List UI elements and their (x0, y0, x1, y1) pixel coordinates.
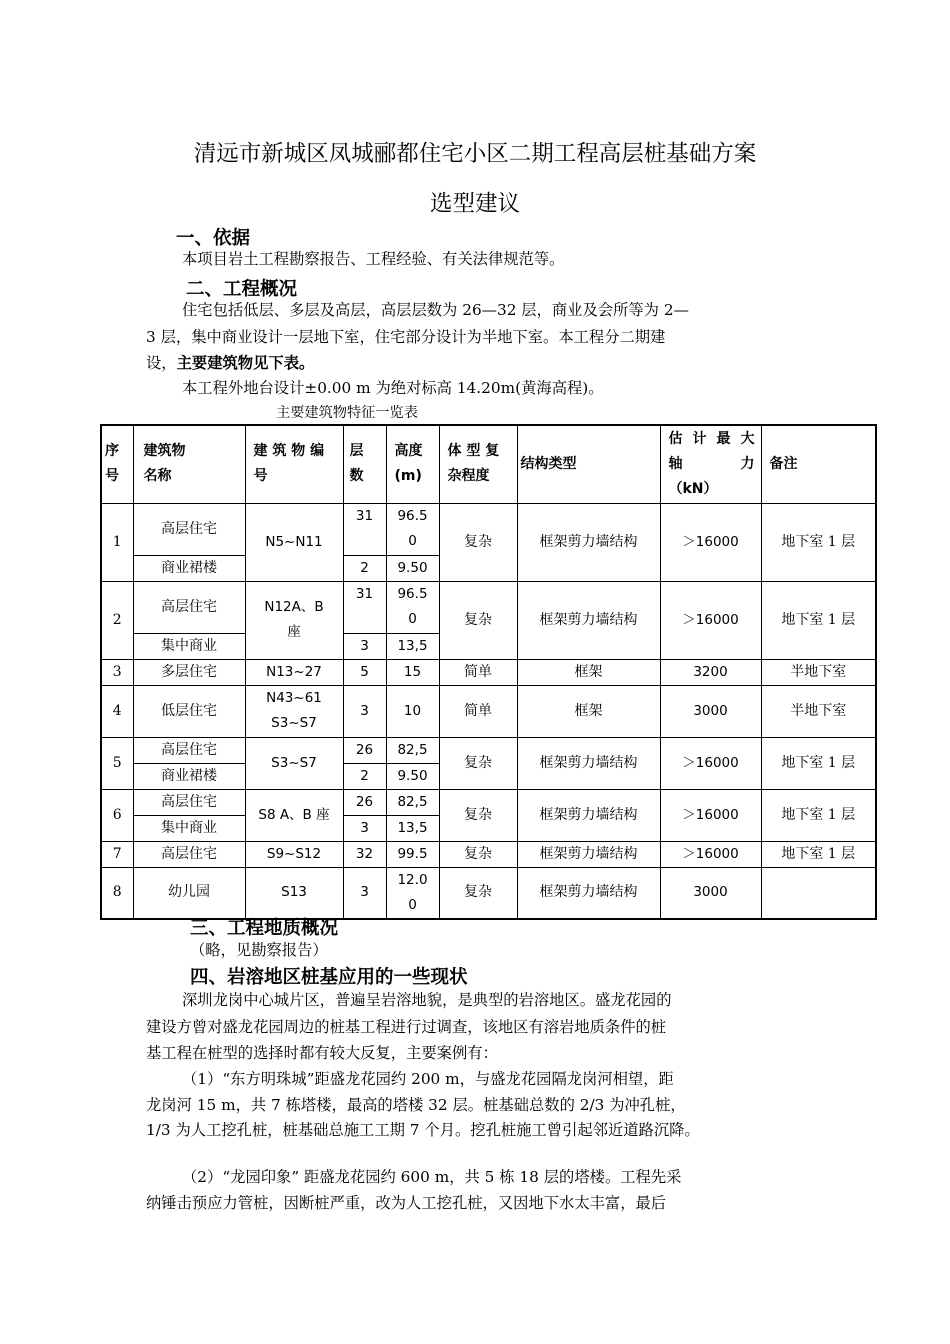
cell-code: S13 (245, 867, 343, 919)
paragraph-case2-line1: （2）“龙园印象” 距盛龙花园约 600 m，共 5 栋 18 层的塔楼。工程先采 (182, 1168, 682, 1186)
cell-complexity: 复杂 (439, 737, 517, 789)
paragraph-geology: （略，见勘察报告） (190, 941, 328, 959)
cell-height: 96.5 0 (386, 503, 439, 555)
cell-no: 6 (101, 789, 133, 841)
cell-remark: 地下室 1 层 (761, 841, 876, 867)
cell-code: N5~N11 (245, 503, 343, 581)
cell-height: 9.50 (386, 763, 439, 789)
cell-name: 集中商业 (133, 633, 245, 659)
cell-structure: 框架剪力墙结构 (517, 581, 660, 659)
table-row (101, 685, 876, 737)
cell-floors: 3 (343, 815, 386, 841)
cell-floors: 2 (343, 555, 386, 581)
paragraph-elevation: 本工程外地台设计±0.00 m 为绝对标高 14.20m(黄海高程)。 (182, 379, 604, 397)
cell-code: S8 A、B 座 (245, 789, 343, 841)
section-heading-basis: 一、依据 (176, 228, 251, 249)
cell-no: 2 (101, 581, 133, 659)
table-row (101, 581, 876, 633)
cell-complexity: 简单 (439, 685, 517, 737)
cell-complexity: 复杂 (439, 867, 517, 919)
cell-remark: 地下室 1 层 (761, 737, 876, 789)
cell-remark: 地下室 1 层 (761, 789, 876, 841)
table-row (101, 841, 876, 867)
doc-title-line2: 选型建议 (429, 191, 520, 217)
buildings-table (100, 424, 877, 920)
cell-height: 15 (386, 659, 439, 685)
cell-name: 高层住宅 (133, 841, 245, 867)
header-remark: 备注 (761, 425, 876, 503)
paragraph-basis: 本项目岩土工程勘察报告、工程经验、有关法律规范等。 (182, 250, 565, 268)
cell-height: 12.0 0 (386, 867, 439, 919)
cell-complexity: 复杂 (439, 841, 517, 867)
cell-no: 3 (101, 659, 133, 685)
cell-no: 7 (101, 841, 133, 867)
section-heading-geology: 三、工程地质概况 (190, 918, 339, 939)
cell-no: 8 (101, 867, 133, 919)
header-no: 序 号 (101, 425, 133, 503)
cell-load: ＞16000 (660, 581, 761, 659)
header-floors: 层 数 (343, 425, 386, 503)
cell-height: 13,5 (386, 815, 439, 841)
section-heading-overview: 二、工程概况 (186, 279, 298, 300)
header-complexity: 体 型 复 杂程度 (439, 425, 517, 503)
cell-structure: 框架 (517, 659, 660, 685)
cell-height: 99.5 (386, 841, 439, 867)
paragraph-case1-line2: 龙岗河 15 m，共 7 栋塔楼，最高的塔楼 32 层。桩基础总数的 2/3 为冲孔桩， (146, 1096, 686, 1114)
cell-code: N12A、B 座 (245, 581, 343, 659)
cell-remark: 地下室 1 层 (761, 581, 876, 659)
cell-code: N43~61 S3~S7 (245, 685, 343, 737)
cell-code: N13~27 (245, 659, 343, 685)
cell-floors: 26 (343, 789, 386, 815)
cell-floors: 26 (343, 737, 386, 763)
cell-remark: 半地下室 (761, 685, 876, 737)
cell-height: 10 (386, 685, 439, 737)
cell-structure: 框架剪力墙结构 (517, 503, 660, 581)
cell-height: 82,5 (386, 737, 439, 763)
section-heading-karst: 四、岩溶地区桩基应用的一些现状 (190, 967, 468, 988)
cell-name: 高层住宅 (133, 789, 245, 815)
cell-load: ＞16000 (660, 503, 761, 581)
header-height: 高度 (m) (386, 425, 439, 503)
cell-code: S3~S7 (245, 737, 343, 789)
cell-load: 3200 (660, 659, 761, 685)
cell-name: 集中商业 (133, 815, 245, 841)
table-row (101, 737, 876, 763)
cell-remark: 半地下室 (761, 659, 876, 685)
cell-code: S9~S12 (245, 841, 343, 867)
cell-height: 82,5 (386, 789, 439, 815)
cell-load: 3000 (660, 685, 761, 737)
cell-structure: 框架剪力墙结构 (517, 867, 660, 919)
paragraph-case1-line3: 1/3 为人工挖孔桩，桩基础总施工工期 7 个月。挖孔桩施工曾引起邻近道路沉降。 (146, 1121, 700, 1139)
cell-load: 3000 (660, 867, 761, 919)
table-row (101, 789, 876, 815)
cell-complexity: 复杂 (439, 503, 517, 581)
cell-remark: 地下室 1 层 (761, 503, 876, 581)
doc-title-line1: 清远市新城区凤城郦都住宅小区二期工程高层桩基础方案 (193, 141, 757, 167)
overview-line3-text: 设， (146, 354, 177, 372)
cell-floors: 31 (343, 581, 386, 633)
cell-structure: 框架剪力墙结构 (517, 789, 660, 841)
cell-structure: 框架 (517, 685, 660, 737)
overview-line3-bold: 主要建筑物见下表。 (176, 354, 315, 372)
header-structure: 结构类型 (517, 425, 660, 503)
cell-load: ＞16000 (660, 841, 761, 867)
paragraph-case2-line2: 纳锤击预应力管桩，因断桩严重，改为人工挖孔桩，又因地下水太丰富，最后 (146, 1194, 667, 1212)
cell-complexity: 简单 (439, 659, 517, 685)
cell-floors: 31 (343, 503, 386, 555)
cell-name: 低层住宅 (133, 685, 245, 737)
cell-height: 96.5 0 (386, 581, 439, 633)
cell-name: 多层住宅 (133, 659, 245, 685)
cell-complexity: 复杂 (439, 789, 517, 841)
cell-name: 商业裙楼 (133, 763, 245, 789)
cell-height: 13,5 (386, 633, 439, 659)
paragraph-karst-line2: 建设方曾对盛龙花园周边的桩基工程进行过调查，该地区有溶岩地质条件的桩 (146, 1018, 667, 1036)
paragraph-overview-line2: 3 层，集中商业设计一层地下室，住宅部分设计为半地下室。本工程分二期建 (146, 328, 666, 346)
cell-name: 幼儿园 (133, 867, 245, 919)
table-row (101, 867, 876, 919)
table-row (101, 503, 876, 555)
cell-name: 高层住宅 (133, 503, 245, 555)
cell-name: 高层住宅 (133, 581, 245, 633)
paragraph-case1-line1: （1）“东方明珠城”距盛龙花园约 200 m，与盛龙花园隔龙岗河相望，距 (182, 1070, 674, 1088)
paragraph-karst-line1: 深圳龙岗中心城片区，普遍呈岩溶地貌，是典型的岩溶地区。盛龙花园的 (182, 991, 672, 1009)
paragraph-karst-line3: 基工程在桩型的选择时都有较大反复，主要案例有： (146, 1044, 498, 1062)
cell-height: 9.50 (386, 555, 439, 581)
paragraph-overview-line1: 住宅包括低层、多层及高层，高层层数为 26—32 层，商业及会所等为 2— (182, 301, 689, 319)
cell-complexity: 复杂 (439, 581, 517, 659)
paragraph-overview-line3 (146, 350, 810, 376)
header-load: 估 计 最 大 轴 力 （kN） (660, 425, 761, 503)
cell-structure: 框架剪力墙结构 (517, 737, 660, 789)
cell-name: 商业裙楼 (133, 555, 245, 581)
cell-no: 5 (101, 737, 133, 789)
cell-load: ＞16000 (660, 737, 761, 789)
header-code: 建 筑 物 编 号 (245, 425, 343, 503)
header-name: 建筑物 名称 (133, 425, 245, 503)
cell-floors: 5 (343, 659, 386, 685)
cell-floors: 2 (343, 763, 386, 789)
table-header-row (101, 425, 876, 503)
cell-floors: 32 (343, 841, 386, 867)
cell-floors: 3 (343, 633, 386, 659)
cell-name: 高层住宅 (133, 737, 245, 763)
cell-load: ＞16000 (660, 789, 761, 841)
table-row (101, 659, 876, 685)
table-caption: 主要建筑物特征一览表 (276, 405, 418, 421)
cell-no: 4 (101, 685, 133, 737)
cell-structure: 框架剪力墙结构 (517, 841, 660, 867)
cell-floors: 3 (343, 867, 386, 919)
cell-remark (761, 867, 876, 919)
cell-floors: 3 (343, 685, 386, 737)
cell-no: 1 (101, 503, 133, 581)
